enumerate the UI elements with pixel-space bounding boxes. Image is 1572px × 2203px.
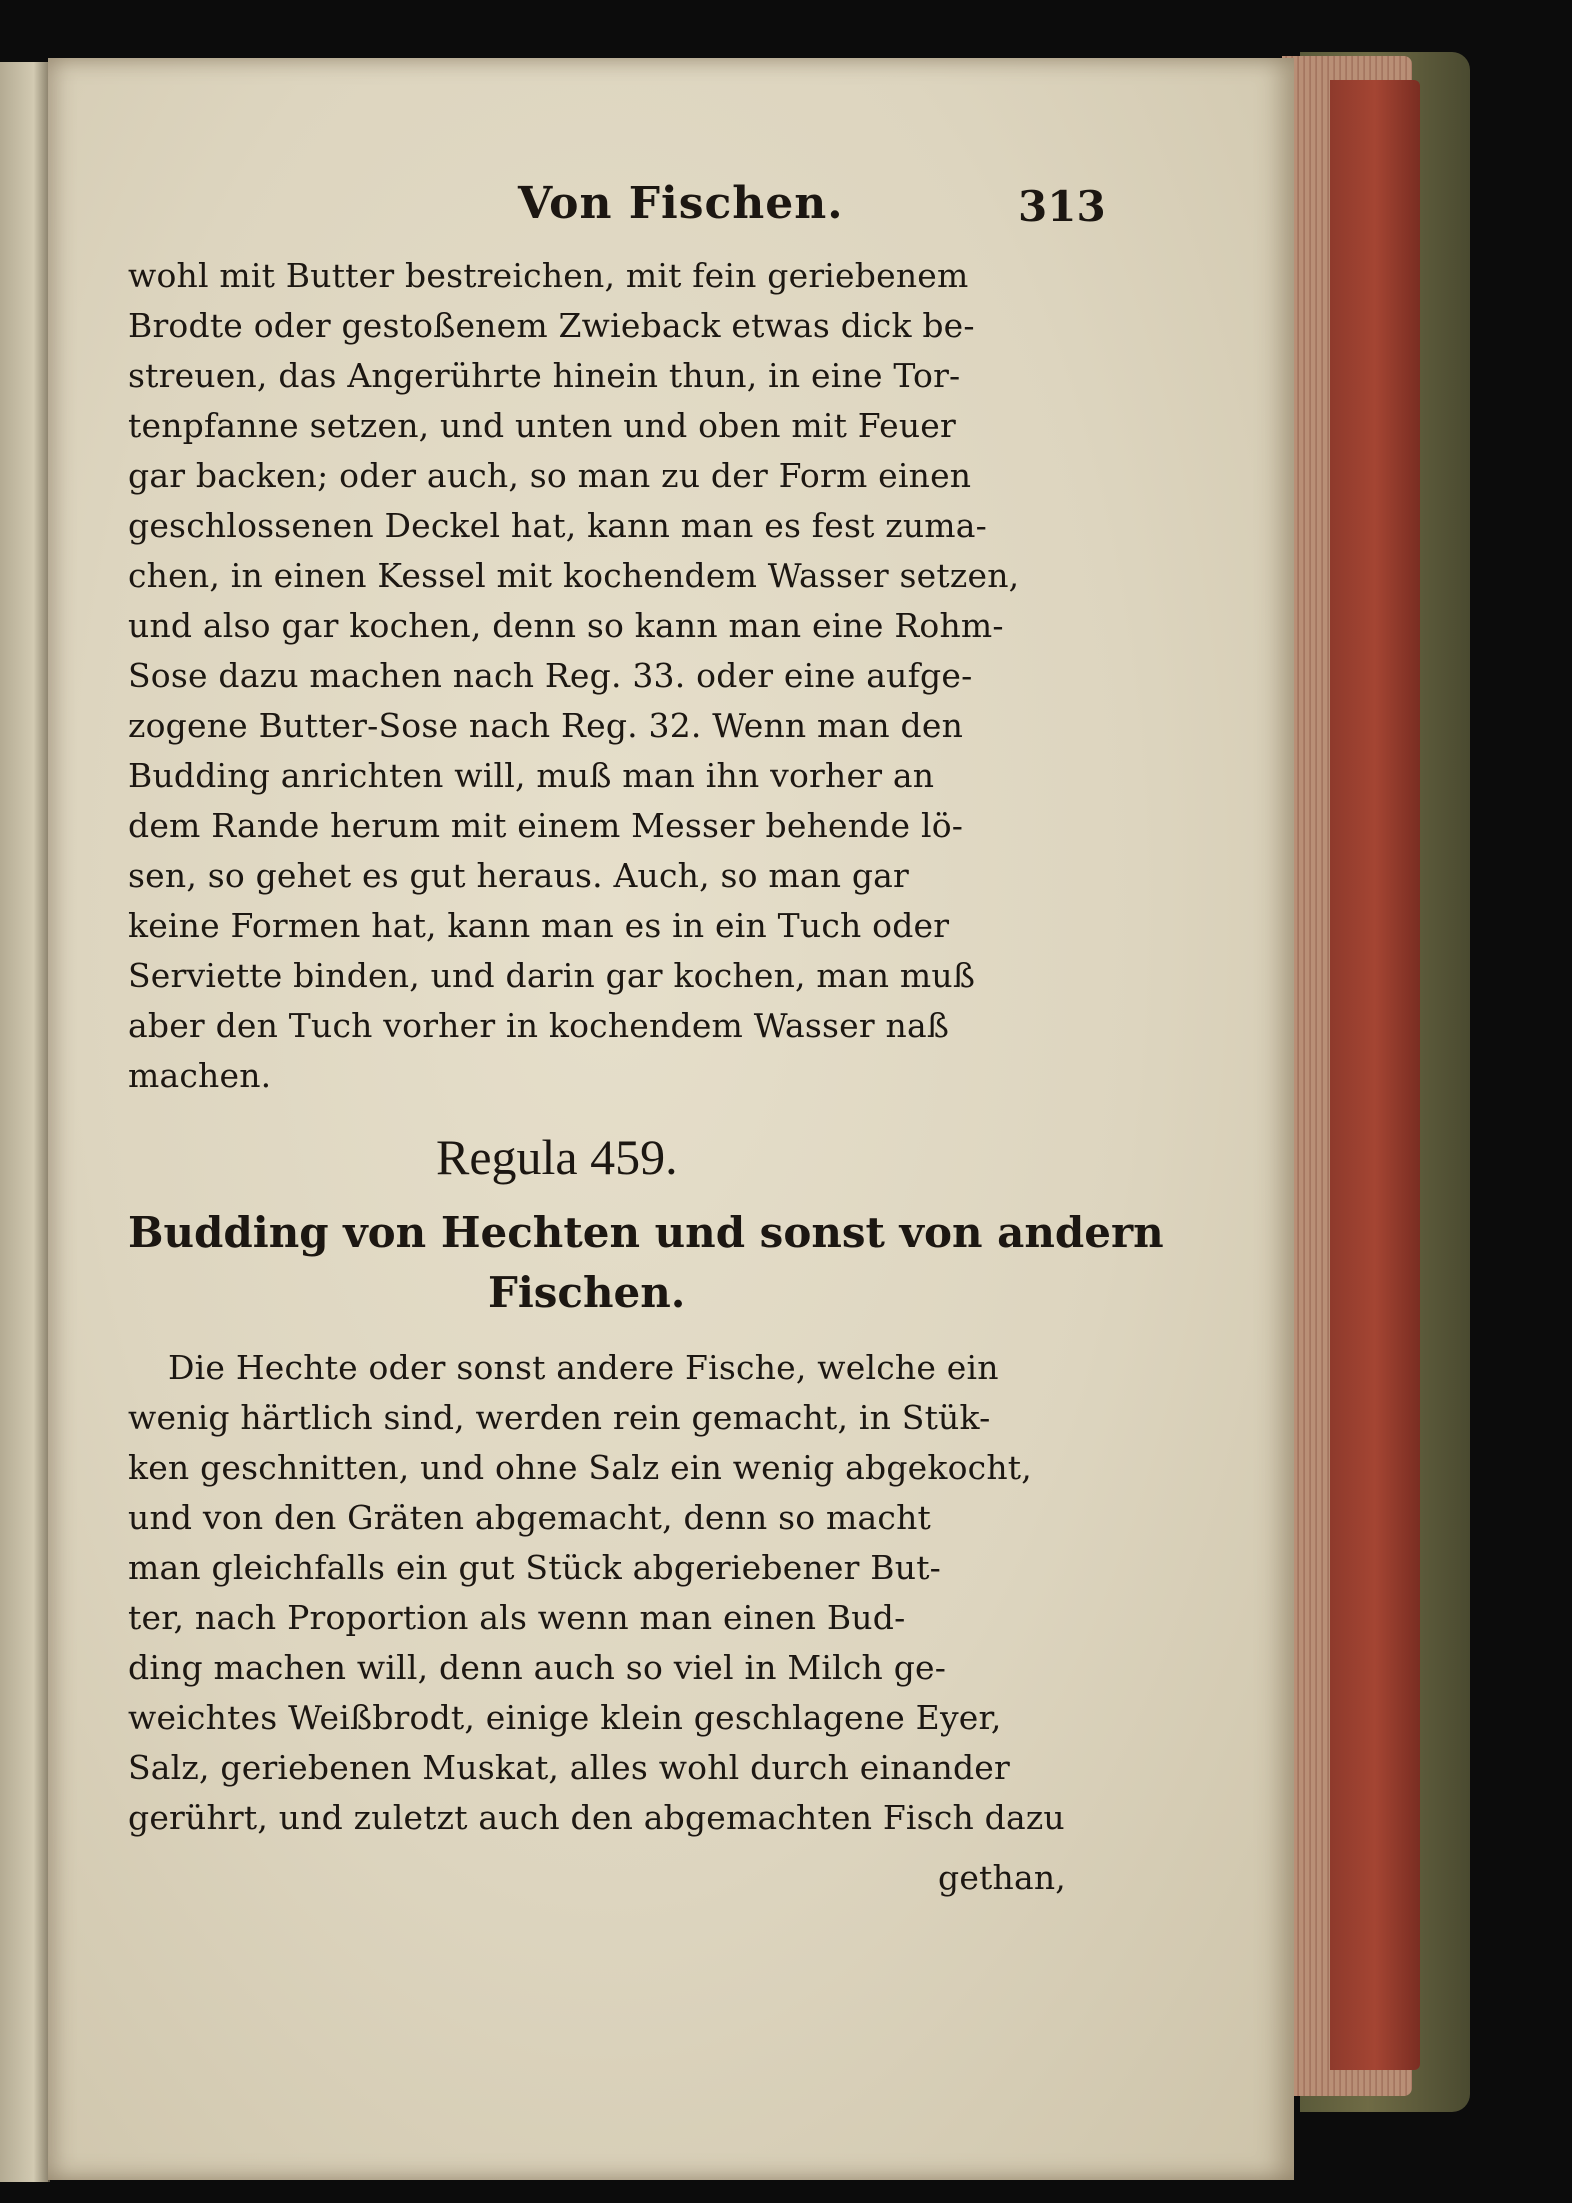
book-page (48, 58, 1294, 2180)
text-line: chen, in einen Kessel mit kochendem Wasser setzen, (128, 556, 1020, 595)
text-line: dem Rande herum mit einem Messer behende lö- (128, 806, 964, 845)
recipe-title-line-2: Fischen. (488, 1268, 686, 1317)
text-line: aber den Tuch vorher in kochendem Wasser naß (128, 1006, 950, 1045)
text-line: ken geschnitten, und ohne Salz ein wenig abgekocht, (128, 1448, 1032, 1487)
text-line: geschlossenen Deckel hat, kann man es fest zuma- (128, 506, 987, 545)
recipe-title-line-1: Budding von Hechten und sonst von andern (128, 1208, 1164, 1257)
catchword: gethan, (938, 1858, 1066, 1897)
text-line: keine Formen hat, kann man es in ein Tuch oder (128, 906, 950, 945)
text-line: gar backen; oder auch, so man zu der Form einen (128, 456, 972, 495)
text-line: Budding anrichten will, muß man ihn vorher an (128, 756, 935, 795)
text-line: sen, so gehet es gut heraus. Auch, so man gar (128, 856, 910, 895)
text-line: wenig härtlich sind, werden rein gemacht, in Stük- (128, 1398, 991, 1437)
text-line: man gleichfalls ein gut Stück abgeriebener But- (128, 1548, 942, 1587)
text-line: Salz, geriebenen Muskat, alles wohl durch einander (128, 1748, 1011, 1787)
text-line: Serviette binden, und darin gar kochen, man muß (128, 956, 976, 995)
text-line: wohl mit Butter bestreichen, mit fein geriebenem (128, 256, 969, 295)
text-line: machen. (128, 1056, 272, 1095)
text-line: Die Hechte oder sonst andere Fische, welche ein (168, 1348, 999, 1387)
text-line: ding machen will, denn auch so viel in Milch ge- (128, 1648, 947, 1687)
text-line: streuen, das Angerührte hinein thun, in eine Tor- (128, 356, 961, 395)
text-line: gerührt, und zuletzt auch den abgemachten Fisch dazu (128, 1798, 1065, 1837)
running-head: Von Fischen. (518, 178, 844, 229)
text-line: Sose dazu machen nach Reg. 33. oder eine aufge- (128, 656, 973, 695)
text-line: Brodte oder gestoßenem Zwieback etwas dick be- (128, 306, 975, 345)
page-number: 313 (1018, 182, 1106, 231)
text-line: tenpfanne setzen, und unten und oben mit Feuer (128, 406, 956, 445)
regula-title: Regula 459. (436, 1129, 678, 1185)
previous-page-edge (0, 62, 50, 2182)
text-line: ter, nach Proportion als wenn man einen Bud- (128, 1598, 906, 1637)
text-line: zogene Butter-Sose nach Reg. 32. Wenn man den (128, 706, 964, 745)
red-edge-gilding (1330, 80, 1420, 2070)
text-line: und also gar kochen, denn so kann man eine Rohm- (128, 606, 1004, 645)
text-line: und von den Gräten abgemacht, denn so macht (128, 1498, 932, 1537)
text-line: weichtes Weißbrodt, einige klein geschlagene Eyer, (128, 1698, 1002, 1737)
